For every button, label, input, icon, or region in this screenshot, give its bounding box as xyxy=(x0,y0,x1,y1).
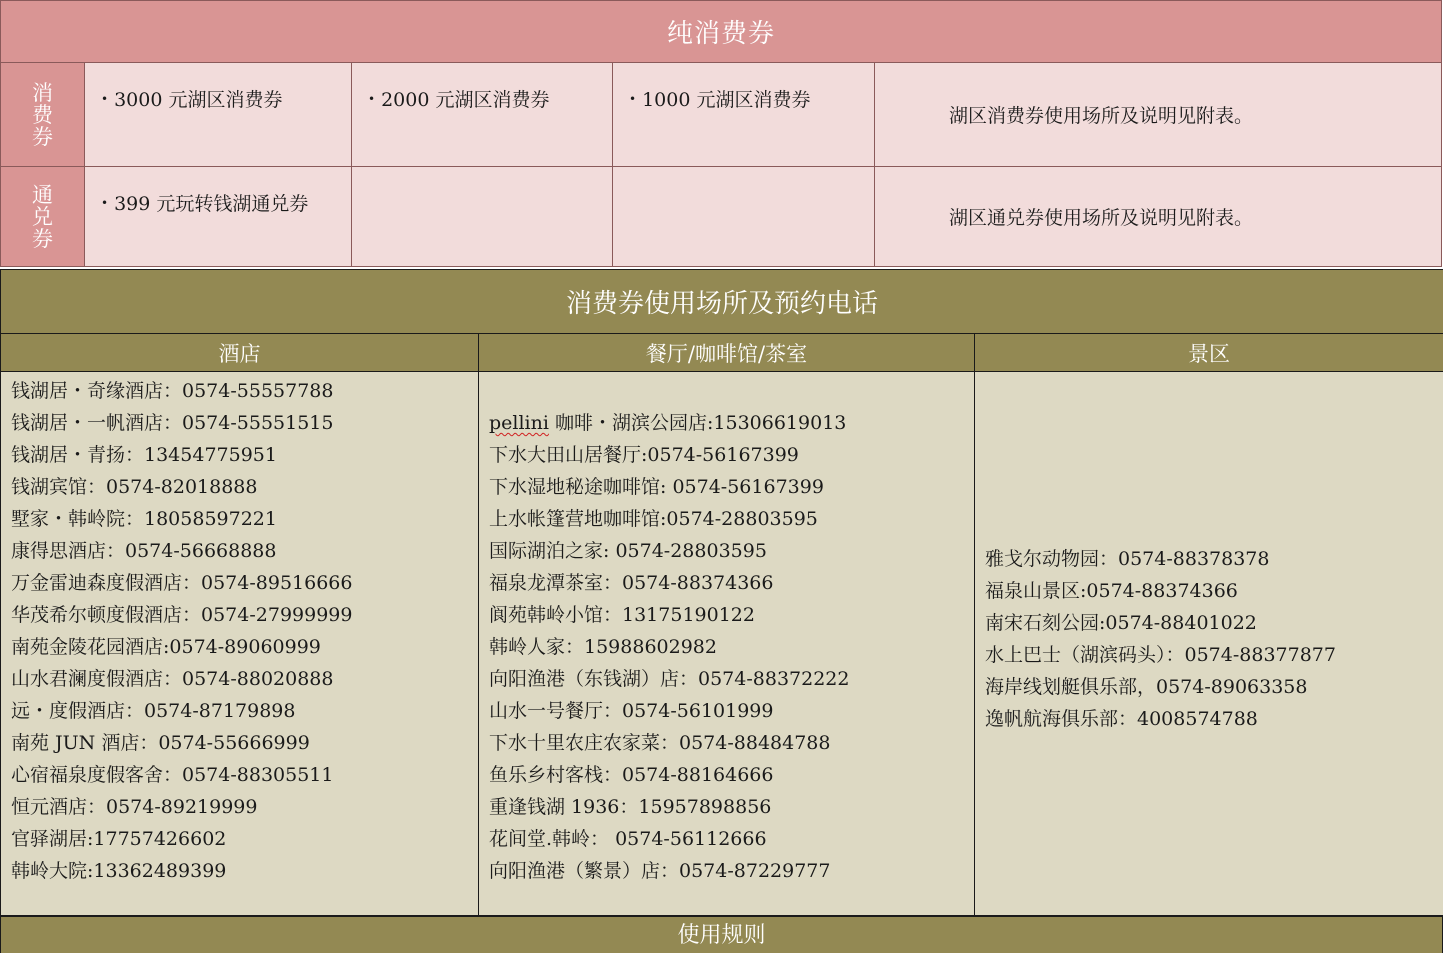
scenic-list-cell xyxy=(975,372,1443,916)
hotel-list xyxy=(1,372,478,890)
list-item: 钱湖宾馆：0574-82018888 xyxy=(11,474,478,506)
restaurant-list-cell xyxy=(479,372,975,916)
voucher-note: 湖区通兑券使用场所及说明见附表。 xyxy=(875,167,1442,267)
venues-title: 消费券使用场所及预约电话 xyxy=(1,270,1443,334)
list-item: 下水湿地秘途咖啡馆: 0574-56167399 xyxy=(489,474,974,506)
restaurant-list xyxy=(479,372,974,890)
list-item: 阆苑韩岭小馆：13175190122 xyxy=(489,602,974,634)
list-item: 福泉龙潭茶室：0574-88374366 xyxy=(489,570,974,602)
list-item: 万金雷迪森度假酒店：0574-89516666 xyxy=(11,570,478,602)
voucher-item-empty xyxy=(352,167,613,267)
scenic-list xyxy=(975,546,1443,738)
voucher-item: • 3000 元湖区消费券 xyxy=(85,63,352,167)
hotel-list-cell xyxy=(1,372,479,916)
list-item: 远・度假酒店：0574-87179898 xyxy=(11,698,478,730)
list-item: 国际湖泊之家: 0574-28803595 xyxy=(489,538,974,570)
voucher-row-consumption xyxy=(1,63,1442,167)
list-item: 韩岭大院:13362489399 xyxy=(11,858,478,890)
voucher-row-exchange xyxy=(1,167,1442,267)
list-item: 向阳渔港（东钱湖）店：0574-88372222 xyxy=(489,666,974,698)
voucher-item: • 1000 元湖区消费券 xyxy=(613,63,875,167)
list-item: 韩岭人家：15988602982 xyxy=(489,634,974,666)
list-item: 南苑 JUN 酒店：0574-55666999 xyxy=(11,730,478,762)
list-item: 水上巴士（湖滨码头）：0574-88377877 xyxy=(985,642,1443,674)
list-item: 康得思酒店：0574-56668888 xyxy=(11,538,478,570)
list-item: 下水大田山居餐厅:0574-56167399 xyxy=(489,442,974,474)
rules-header: 使用规则 xyxy=(0,915,1443,953)
list-item: 向阳渔港（繁景）店：0574-87229777 xyxy=(489,858,974,890)
list-item: 鱼乐乡村客栈：0574-88164666 xyxy=(489,762,974,794)
list-item: 官驿湖居:17757426602 xyxy=(11,826,478,858)
list-item: 南宋石刻公园:0574-88401022 xyxy=(985,610,1443,642)
row-label-exchange: 通 兑 券 xyxy=(1,167,85,267)
list-item: 山水一号餐厅：0574-56101999 xyxy=(489,698,974,730)
row-label-consumption: 消 费 券 xyxy=(1,63,85,167)
list-item: 逸帆航海俱乐部：4008574788 xyxy=(985,706,1443,738)
list-item: 花间堂.韩岭： 0574-56112666 xyxy=(489,826,974,858)
list-item: 钱湖居・青扬：13454775951 xyxy=(11,442,478,474)
list-item: 海岸线划艇俱乐部，0574-89063358 xyxy=(985,674,1443,706)
voucher-title: 纯消费券 xyxy=(1,1,1442,63)
column-header-hotels: 酒店 xyxy=(1,334,479,372)
list-item: 恒元酒店：0574-89219999 xyxy=(11,794,478,826)
column-header-restaurants: 餐厅/咖啡馆/茶室 xyxy=(479,334,975,372)
voucher-table xyxy=(0,0,1442,267)
voucher-item-empty xyxy=(613,167,875,267)
venues-table xyxy=(0,269,1443,916)
list-item: 重逢钱湖 1936：15957898856 xyxy=(489,794,974,826)
list-item: 心宿福泉度假客舍：0574-88305511 xyxy=(11,762,478,794)
list-item: 华茂希尔顿度假酒店：0574-27999999 xyxy=(11,602,478,634)
voucher-item: • 399 元玩转钱湖通兑券 xyxy=(85,167,352,267)
list-item: 福泉山景区:0574-88374366 xyxy=(985,578,1443,610)
spellcheck-word: pellini xyxy=(489,412,549,434)
list-item: 下水十里农庄农家菜：0574-88484788 xyxy=(489,730,974,762)
list-item: 墅家・韩岭院：18058597221 xyxy=(11,506,478,538)
list-item: 钱湖居・一帆酒店：0574-55551515 xyxy=(11,410,478,442)
list-item: 钱湖居・奇缘酒店：0574-55557788 xyxy=(11,378,478,410)
voucher-note: 湖区消费券使用场所及说明见附表。 xyxy=(875,63,1442,167)
list-item: 雅戈尔动物园：0574-88378378 xyxy=(985,546,1443,578)
voucher-item: • 2000 元湖区消费券 xyxy=(352,63,613,167)
list-item: 上水帐篷营地咖啡馆:0574-28803595 xyxy=(489,506,974,538)
list-item: pellini 咖啡・湖滨公园店:15306619013 xyxy=(489,410,974,442)
list-item: 南苑金陵花园酒店:0574-89060999 xyxy=(11,634,478,666)
list-item: 山水君澜度假酒店：0574-88020888 xyxy=(11,666,478,698)
column-header-scenic: 景区 xyxy=(975,334,1443,372)
